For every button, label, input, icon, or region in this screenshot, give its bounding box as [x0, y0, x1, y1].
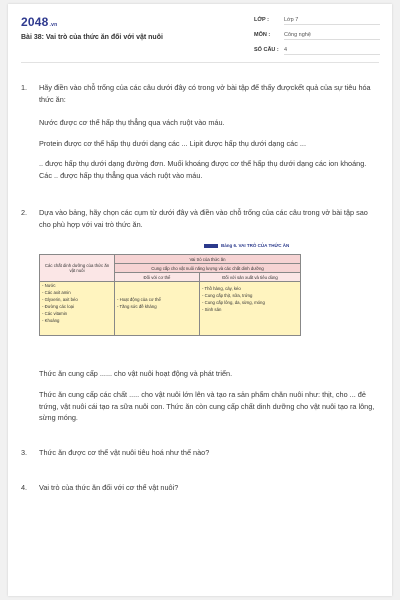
lesson-title: Bài 38: Vai trò của thức ăn đối với vật nuôi: [21, 34, 163, 41]
figure-caption: [204, 243, 289, 248]
table-item: - Đường các loại: [42, 304, 74, 309]
meta-label: LỚP :: [254, 17, 269, 23]
table-item: - Cung cấp lông, da, sừng, móng: [202, 300, 265, 305]
q2-line: Thức ăn cung cấp ...... cho vật nuôi hoạt động và phát triển.: [39, 369, 233, 378]
table-item: - Hoạt động của cơ thể: [117, 297, 161, 302]
table-item: - Tăng sức đề kháng: [117, 304, 157, 309]
meta-label: SỐ CÂU :: [254, 47, 279, 53]
meta-value: 4: [284, 47, 380, 55]
q1-line: .. được hấp thụ dưới dạng đường đơn. Muối khoáng được cơ thể hấp thụ dưới dạng các ion khoáng. Các .. được hấp thụ thẳng qua vách ruột vào máu.: [39, 159, 367, 180]
header-divider: [21, 62, 379, 63]
table-item: - Các vitamin: [42, 311, 68, 316]
question-number: 3.: [21, 448, 28, 457]
table-col-body: Đối với cơ thể: [115, 273, 200, 282]
table-item: - Cung cấp thịt, sữa, trứng: [202, 293, 253, 298]
meta-value: Lớp 7: [284, 17, 380, 25]
question-number: 2.: [21, 208, 28, 217]
table-item: - Glyxerin, axit béo: [42, 297, 78, 302]
table-item: - Nước: [42, 283, 56, 288]
q1-line: Protein được cơ thể hấp thụ dưới dạng các ... Lipit được hấp thụ dưới dạng các ...: [39, 139, 306, 148]
worksheet-page: [8, 4, 392, 596]
table-header-role: Vai trò của thức ăn: [115, 255, 301, 264]
table-cell-body: [115, 282, 200, 336]
nutrition-role-table: [39, 254, 301, 336]
meta-label: MÔN :: [254, 32, 271, 38]
caption-text: Bảng 6. VAI TRÒ CỦA THỨC ĂN: [221, 243, 290, 248]
question-number: 1.: [21, 83, 28, 92]
site-logo[interactable]: [21, 15, 57, 29]
caption-bar: [204, 244, 218, 248]
table-header-nutrients: Các chất dinh dưỡng của thức ăn vật nuôi: [40, 255, 115, 282]
question-text: Hãy điền vào chỗ trống của các câu dưới đây có trong vở bài tập để thấy đượckết quả của sự tiêu hóa thức ăn:: [39, 83, 371, 104]
table-item: - Thồ hàng, cày, kéo: [202, 286, 241, 291]
question-number: 4.: [21, 483, 28, 492]
q2-line: Thức ăn cung cấp các chất ..... cho vật nuôi lớn lên và tạo ra sản phẩm chăn nuôi như: thịt, cho ... đẻ trứng, vật nuôi cái tạo ra sữa nuôi con. Thức ăn còn cung cấp chất dinh dưỡng cho vật nuôi tạo ra lông, sừng móng.: [39, 390, 375, 422]
question-text: Dựa vào bảng, hãy chọn các cụm từ dưới đây và điền vào chỗ trống của các câu trong vở bài tập sao cho phù hợp với vai trò thức ăn.: [39, 208, 368, 229]
table-col-production: Đối với sản xuất và tiêu dùng: [200, 273, 301, 282]
meta-value: Công nghệ: [284, 32, 380, 40]
question-text: Thức ăn được cơ thể vật nuôi tiêu hoá như thế nào?: [39, 448, 210, 457]
table-item: - Khoáng: [42, 318, 60, 323]
logo-suffix: .vn: [49, 22, 58, 28]
table-item: - Sinh sản: [202, 307, 222, 312]
table-item: - Các axit amin: [42, 290, 71, 295]
logo-text: 2048: [21, 15, 49, 29]
table-cell-nutrients: [40, 282, 115, 336]
q1-line: Nước được cơ thể hấp thụ thẳng qua vách ruột vào máu.: [39, 118, 225, 127]
table-subheader: Cung cấp cho vật nuôi năng lượng và các chất dinh dưỡng: [115, 264, 301, 273]
question-text: Vai trò của thức ăn đối với cơ thể vật nuôi?: [39, 483, 179, 492]
table-cell-production: [200, 282, 301, 336]
